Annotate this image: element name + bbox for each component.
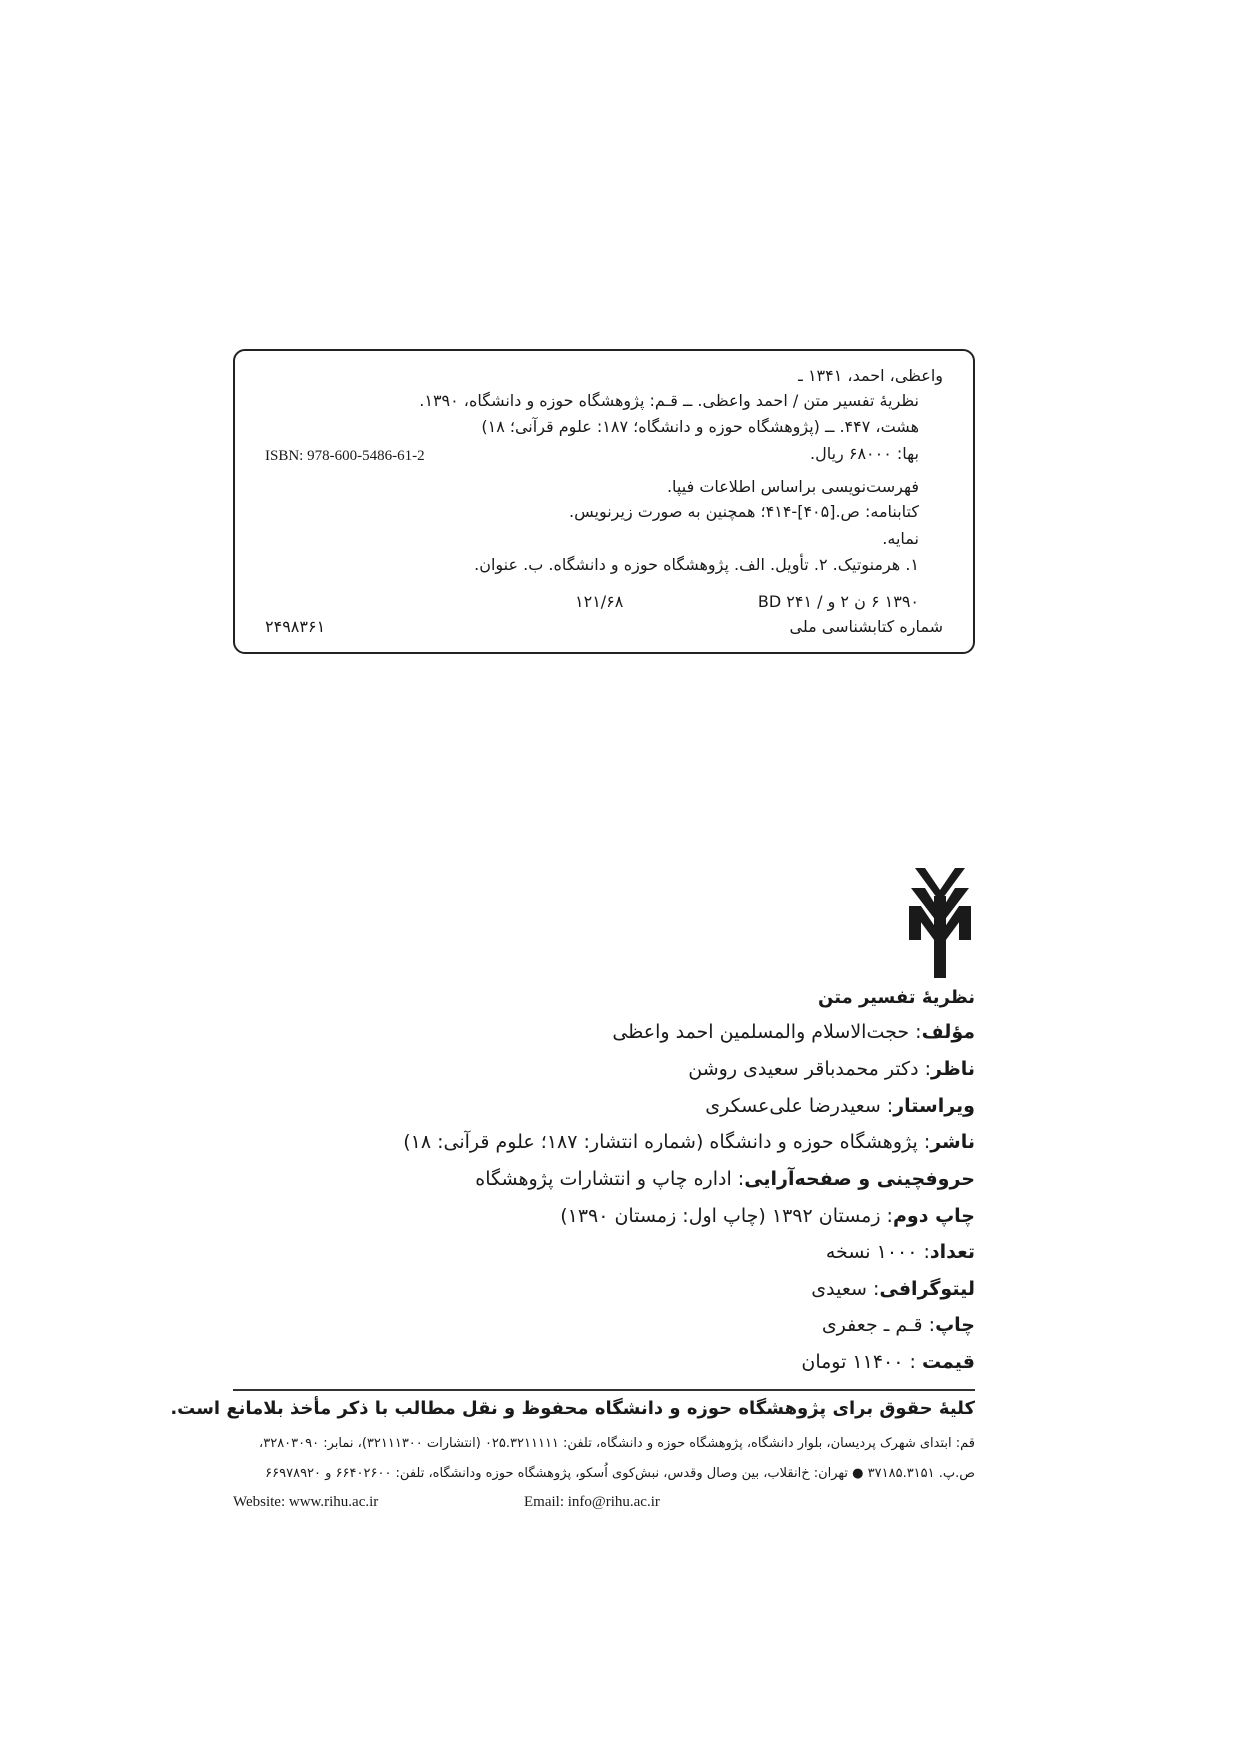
cip-fipa-line: فهرست‌نویسی براساس اطلاعات فیپا.: [666, 477, 919, 496]
price-value: : ۱۱۴۰۰ تومان: [801, 1351, 922, 1373]
cip-subjects-line: ۱. هرمنوتیک. ۲. تأویل. الف. پژوهشگاه حوزه و دانشگاه. ب. عنوان.: [474, 555, 919, 574]
price-row: [801, 1348, 975, 1376]
address-qom: قم: ابتدای شهرک پردیسان، بلوار دانشگاه، پژوهشگاه حوزه و دانشگاه، تلفن: ۰۲۵.۳۲۱۱۱۱۱ (انتشارات ۳۲۱۱۱۳۰۰)، نمابر: ۳۲۸۰۳۰۹۰،: [259, 1436, 975, 1451]
author-label: مؤلف: [921, 1021, 975, 1043]
edition-row: [560, 1202, 975, 1230]
edition-label: چاپ دوم: [892, 1205, 975, 1227]
copyright-notice: کلیهٔ حقوق برای پژوهشگاه حوزه و دانشگاه محفوظ و نقل مطالب با ذکر مأخذ بلامانع است.: [170, 1398, 975, 1419]
footer-divider: [233, 1389, 975, 1391]
cip-congress-class: ۱۳۹۰ ۶ ن ۲ و / BD ۲۴۱: [757, 592, 919, 611]
institute-logo-icon: [905, 868, 975, 978]
cip-index-line: نمایه.: [882, 529, 919, 548]
cip-title-line: نظریهٔ تفسیر متن / احمد واعظی. ــ قـم: پژوهشگاه حوزه و دانشگاه، ۱۳۹۰.: [419, 391, 919, 410]
print-row: [822, 1311, 975, 1339]
typesetting-label: حروفچینی و صفحه‌آرایی: [744, 1168, 975, 1190]
cip-national-number: ۲۴۹۸۳۶۱: [265, 617, 326, 636]
supervisor-label: ناظر: [931, 1058, 975, 1080]
print-label: چاپ: [935, 1314, 975, 1336]
litho-label: لیتوگرافی: [879, 1278, 975, 1300]
editor-label: ویراستار: [893, 1095, 975, 1117]
supervisor-row: [688, 1055, 975, 1083]
author-row: [612, 1018, 975, 1046]
price-label: قیمت: [921, 1351, 975, 1373]
editor-value: : سعیدرضا علی‌عسکری: [705, 1095, 894, 1117]
cip-author-line: واعظی، احمد، ۱۳۴۱ ـ: [798, 366, 943, 385]
supervisor-value: : دکتر محمدباقر سعیدی روشن: [688, 1058, 932, 1080]
cip-national-label: شماره کتابشناسی ملی: [789, 617, 943, 636]
count-row: [826, 1238, 975, 1266]
cip-price-line: بها: ۶۸۰۰۰ ریال.: [809, 444, 919, 463]
cip-dewey-class: ۱۲۱/۶۸: [575, 592, 624, 611]
address-tehran: ص.پ. ۳۷۱۸۵.۳۱۵۱ ● تهران: خ‌انقلاب، بین وصال وقدس، نبش‌کوی اُسکو، پژوهشگاه حوزه ودانشگاه، تلفن: ۶۶۴۰۲۶۰۰ و ۶۶۹۷۸۹۲۰: [265, 1466, 975, 1481]
publisher-label: ناشر: [930, 1131, 975, 1153]
litho-row: [811, 1275, 975, 1303]
count-value: : ۱۰۰۰ نسخه: [825, 1241, 930, 1263]
count-label: تعداد: [929, 1241, 975, 1263]
typesetting-row: [475, 1165, 975, 1193]
editor-row: [705, 1092, 975, 1120]
cip-isbn: ISBN: 978-600-5486-61-2: [265, 448, 425, 464]
cataloging-box: [233, 349, 975, 654]
book-title: نظریهٔ تفسیر متن: [818, 987, 975, 1008]
edition-value: : زمستان ۱۳۹۲ (چاپ اول: زمستان ۱۳۹۰): [560, 1205, 893, 1227]
website-link[interactable]: Website: www.rihu.ac.ir: [233, 1494, 379, 1510]
cip-pages-line: هشت، ۴۴۷. ــ (پژوهشگاه حوزه و دانشگاه؛ ۱۸۷: علوم قرآنی؛ ۱۸): [481, 417, 919, 436]
publisher-value: : پژوهشگاه حوزه و دانشگاه (شماره انتشار: ۱۸۷؛ علوم قرآنی: ۱۸): [403, 1131, 931, 1153]
publisher-row: [403, 1128, 975, 1156]
email-link[interactable]: Email: info@rihu.ac.ir: [524, 1494, 660, 1510]
typesetting-value: : اداره چاپ و انتشارات پژوهشگاه: [475, 1168, 745, 1190]
author-value: : حجت‌الاسلام والمسلمین احمد واعظی: [612, 1021, 922, 1043]
cip-bibliography-line: کتابنامه: ص.[۴۰۵]-۴۱۴؛ همچنین به صورت زیرنویس.: [569, 502, 919, 521]
print-value: : قـم ـ جعفری: [821, 1314, 936, 1336]
litho-value: : سعیدی: [811, 1278, 880, 1300]
